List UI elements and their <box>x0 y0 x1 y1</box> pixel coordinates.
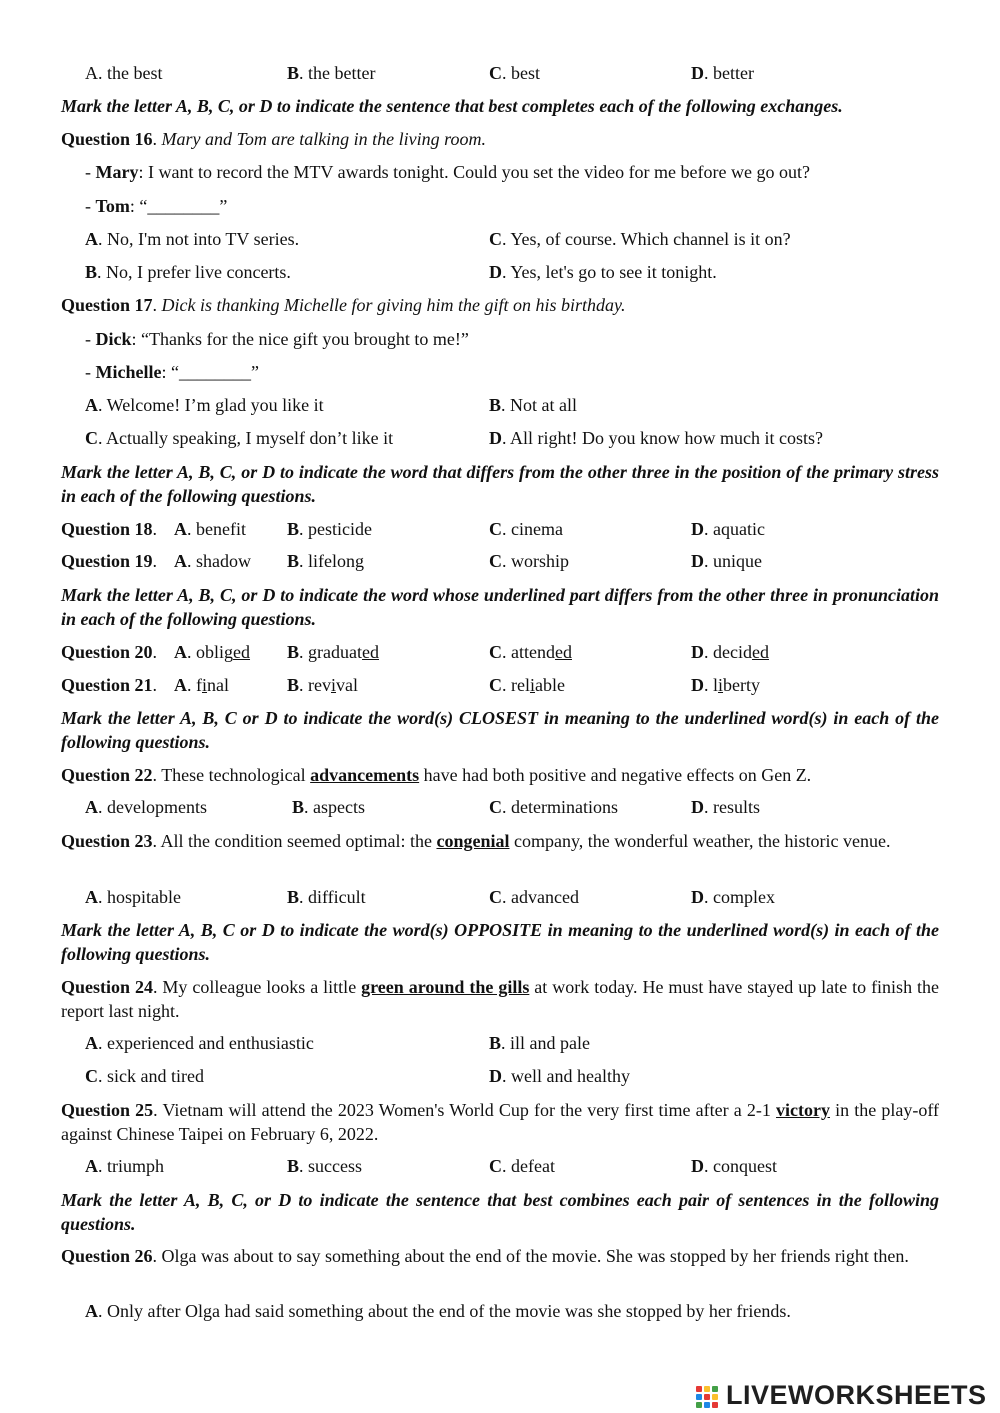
instruction-pronunciation: Mark the letter A, B, C, or D to indicate the word whose underlined part differs from the other three in pronunciation in each of the following questions. <box>61 585 939 629</box>
q16-option-d[interactable]: D. Yes, let's go to see it tonight. <box>489 262 717 282</box>
q25-option-a[interactable]: A. triumph <box>85 1156 164 1176</box>
q17-dialog-dick: - Dick: “Thanks for the nice gift you brought to me!” <box>85 329 469 349</box>
q17-option-b[interactable]: B. Not at all <box>489 395 577 415</box>
q16-option-b[interactable]: B. No, I prefer live concerts. <box>85 262 291 282</box>
question-25: Question 25. Vietnam will attend the 2023 Women's World Cup for the very first time after a 2-1 victory in the play-off against Chinese Taipei on February 6, 2022. <box>61 1100 940 1144</box>
q23-option-d[interactable]: D. complex <box>691 887 775 907</box>
q19-option-a[interactable]: A. shadow <box>174 551 251 571</box>
question-17: Question 17. Dick is thanking Michelle for giving him the gift on his birthday. <box>61 295 626 315</box>
q16-dialog-mary: - Mary: I want to record the MTV awards tonight. Could you set the video for me before we go out? <box>85 162 810 182</box>
q20-option-b[interactable]: B. graduated <box>287 642 379 662</box>
q19-option-c[interactable]: C. worship <box>489 551 569 571</box>
liveworksheets-logo[interactable] <box>696 1379 987 1411</box>
liveworksheets-logo-text: LIVEWORKSHEETS <box>726 1379 987 1410</box>
question-18: Question 18. <box>61 519 158 539</box>
q24-option-b[interactable]: B. ill and pale <box>489 1033 590 1053</box>
q21-option-c[interactable]: C. reliable <box>489 675 565 695</box>
q16-option-c[interactable]: C. Yes, of course. Which channel is it on? <box>489 229 791 249</box>
q21-option-d[interactable]: D. liberty <box>691 675 761 695</box>
q22-option-d[interactable]: D. results <box>691 797 760 817</box>
question-22: Question 22. These technological advancements have had both positive and negative effects on Gen Z. <box>61 765 812 785</box>
q24-option-a[interactable]: A. experienced and enthusiastic <box>85 1033 314 1053</box>
q19-option-d[interactable]: D. unique <box>691 551 762 571</box>
q22-option-a[interactable]: A. developments <box>85 797 207 817</box>
q17-option-c[interactable]: C. Actually speaking, I myself don’t like it <box>85 428 394 448</box>
q23-option-a[interactable]: A. hospitable <box>85 887 181 907</box>
q16-option-a[interactable]: A. No, I'm not into TV series. <box>85 229 300 249</box>
question-20: Question 20. <box>61 642 158 662</box>
q19-option-b[interactable]: B. lifelong <box>287 551 365 571</box>
q15-option-a[interactable]: A. the best <box>85 63 163 83</box>
q18-option-c[interactable]: C. cinema <box>489 519 563 539</box>
q24-option-d[interactable]: D. well and healthy <box>489 1066 630 1086</box>
liveworksheets-logo-icon <box>696 1382 722 1408</box>
q17-dialog-michelle: - Michelle: “________” <box>85 362 259 382</box>
q24-option-c[interactable]: C. sick and tired <box>85 1066 204 1086</box>
q18-option-a[interactable]: A. benefit <box>174 519 246 539</box>
q22-option-b[interactable]: B. aspects <box>292 797 365 817</box>
q23-option-b[interactable]: B. difficult <box>287 887 366 907</box>
q25-option-b[interactable]: B. success <box>287 1156 362 1176</box>
instruction-stress: Mark the letter A, B, C, or D to indicate the word that differs from the other three in the position of the primary stress in each of the following questions. <box>61 462 939 506</box>
q18-option-b[interactable]: B. pesticide <box>287 519 372 539</box>
question-23: Question 23. All the condition seemed optimal: the congenial company, the wonderful weather, the historic venue. <box>61 831 891 851</box>
q21-option-b[interactable]: B. revival <box>287 675 359 695</box>
q15-option-b[interactable]: B. the better <box>287 63 376 83</box>
q22-option-c[interactable]: C. determinations <box>489 797 618 817</box>
question-16: Question 16. Mary and Tom are talking in the living room. <box>61 129 486 149</box>
q15-option-d[interactable]: D. better <box>691 63 754 83</box>
q26-option-a[interactable]: A. Only after Olga had said something about the end of the movie was she stopped by her friends. <box>85 1301 791 1321</box>
q20-option-d[interactable]: D. decided <box>691 642 769 662</box>
question-21: Question 21. <box>61 675 158 695</box>
q23-option-c[interactable]: C. advanced <box>489 887 579 907</box>
q17-option-a[interactable]: A. Welcome! I’m glad you like it <box>85 395 324 415</box>
q20-option-c[interactable]: C. attended <box>489 642 572 662</box>
q18-option-d[interactable]: D. aquatic <box>691 519 765 539</box>
question-24: Question 24. My colleague looks a little green around the gills at work today. He must have stayed up late to finish the report last night. <box>61 977 940 1021</box>
q25-option-c[interactable]: C. defeat <box>489 1156 555 1176</box>
q16-dialog-tom: - Tom: “________” <box>85 196 228 216</box>
instruction-combine: Mark the letter A, B, C, or D to indicate the sentence that best combines each pair of sentences in the following questions. <box>61 1190 939 1234</box>
q21-option-a[interactable]: A. final <box>174 675 230 695</box>
q20-option-a[interactable]: A. obliged <box>174 642 251 662</box>
question-26: Question 26. Olga was about to say something about the end of the movie. She was stopped by her friends right then. <box>61 1246 909 1266</box>
instruction-exchanges: Mark the letter A, B, C, or D to indicate the sentence that best completes each of the following exchanges. <box>61 96 843 116</box>
q25-option-d[interactable]: D. conquest <box>691 1156 777 1176</box>
q15-option-c[interactable]: C. best <box>489 63 540 83</box>
q17-option-d[interactable]: D. All right! Do you know how much it costs? <box>489 428 823 448</box>
instruction-opposite: Mark the letter A, B, C or D to indicate the word(s) OPPOSITE in meaning to the underlined word(s) in each of the following questions. <box>61 920 939 964</box>
question-19: Question 19. <box>61 551 158 571</box>
instruction-closest: Mark the letter A, B, C or D to indicate the word(s) CLOSEST in meaning to the underlined word(s) in each of the following questions. <box>61 708 939 752</box>
